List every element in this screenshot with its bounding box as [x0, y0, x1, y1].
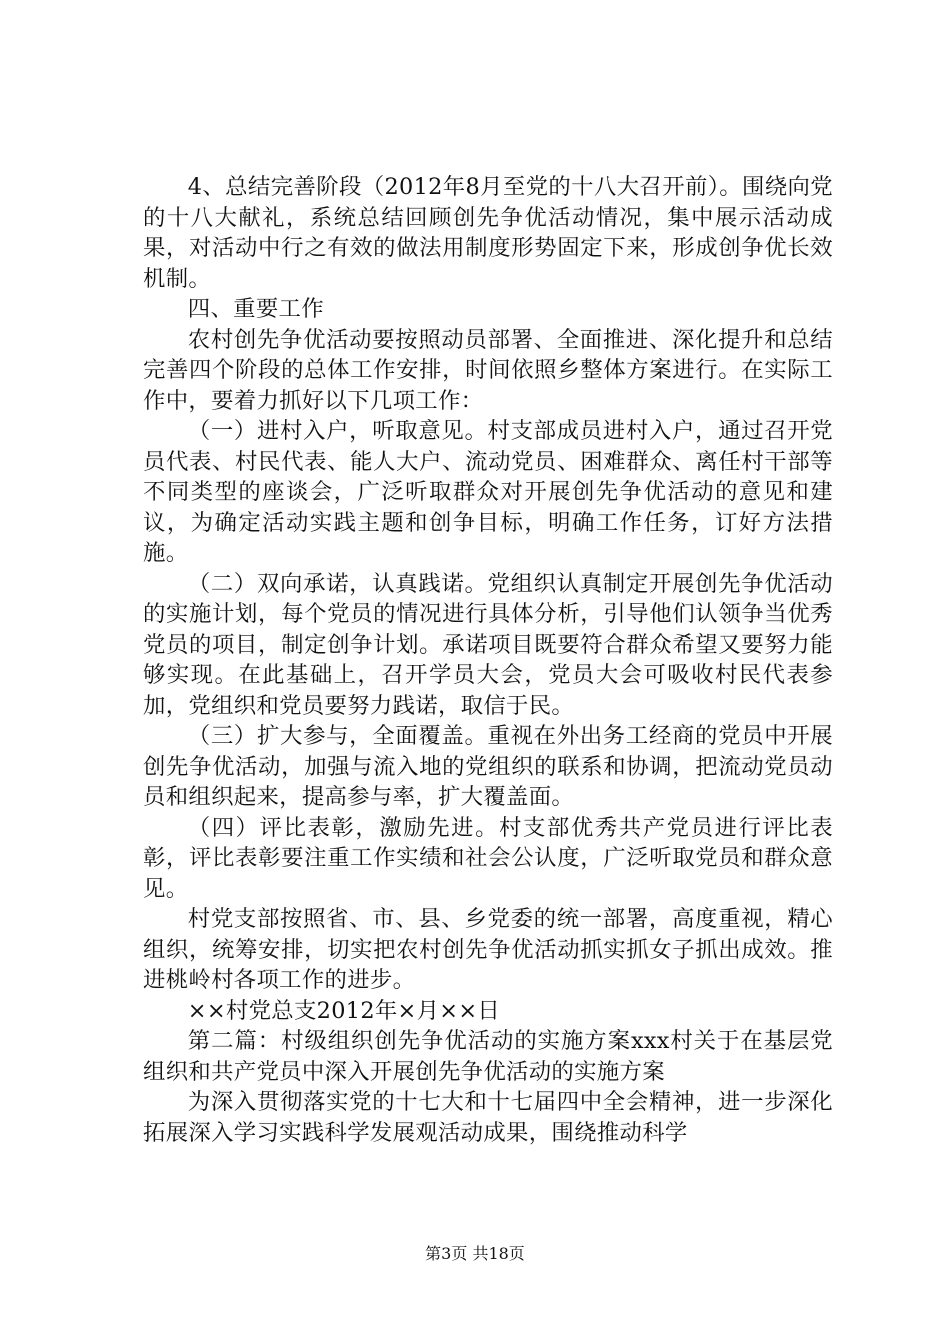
- document-body: [143, 172, 833, 1148]
- paragraph-second-chapter-intro: 为深入贯彻落实党的十七大和十七届四中全会精神，进一步深化拓展深入学习实践科学发展观活动成果，围绕推动科学: [143, 1089, 833, 1146]
- paragraph-conclusion: 村党支部按照省、市、县、乡党委的统一部署，高度重视，精心组织，统筹安排，切实把农村创先争优活动抓实抓女子抓出成效。推进桃岭村各项工作的进步。: [143, 906, 833, 993]
- page-footer: 第3页 共18页: [425, 1244, 525, 1263]
- paragraph-item-two: （二）双向承诺，认真践诺。党组织认真制定开展创先争优活动的实施计划，每个党员的情况进行具体分析，引导他们认领争当优秀党员的项目，制定创争计划。承诺项目既要符合群众希望又要努力能够实现。在此基础上，召开学员大会，党员大会可吸收村民代表参加，党组织和党员要努力践诺，取信于民。: [143, 570, 833, 719]
- paragraph-item-three: （三）扩大参与，全面覆盖。重视在外出务工经商的党员中开展创先争优活动，加强与流入地的党组织的联系和协调，把流动党员动员和组织起来，提高参与率，扩大覆盖面。: [143, 723, 833, 810]
- paragraph-item-one: （一）进村入户，听取意见。村支部成员进村入户，通过召开党员代表、村民代表、能人大户、流动党员、困难群众、离任村干部等不同类型的座谈会，广泛听取群众对开展创先争优活动的意见和建议，为确定活动实践主题和创争目标，明确工作任务，订好方法措施。: [143, 418, 833, 566]
- heading-key-work: 四、重要工作: [187, 296, 324, 322]
- paragraph-second-chapter-title: 第二篇：村级组织创先争优活动的实施方案xxx村关于在基层党组织和共产党员中深入开展创先争优活动的实施方案: [143, 1028, 833, 1085]
- paragraph-item-four: （四）评比表彰，激励先进。村支部优秀共产党员进行评比表彰，评比表彰要注重工作实绩和社会公认度，广泛听取党员和群众意见。: [143, 814, 833, 902]
- paragraph-stage-four: 4、总结完善阶段（2012年8月至党的十八大召开前）。围绕向党的十八大献礼，系统总结回顾创先争优活动情况，集中展示活动成果，对活动中行之有效的做法用制度形势固定下来，形成创争优长效机制。: [143, 174, 833, 292]
- paragraph-overview: 农村创先争优活动要按照动员部署、全面推进、深化提升和总结完善四个阶段的总体工作安排，时间依照乡整体方案进行。在实际工作中，要着力抓好以下几项工作：: [143, 326, 833, 414]
- signature-line: ××村党总支2012年×月××日: [187, 997, 501, 1024]
